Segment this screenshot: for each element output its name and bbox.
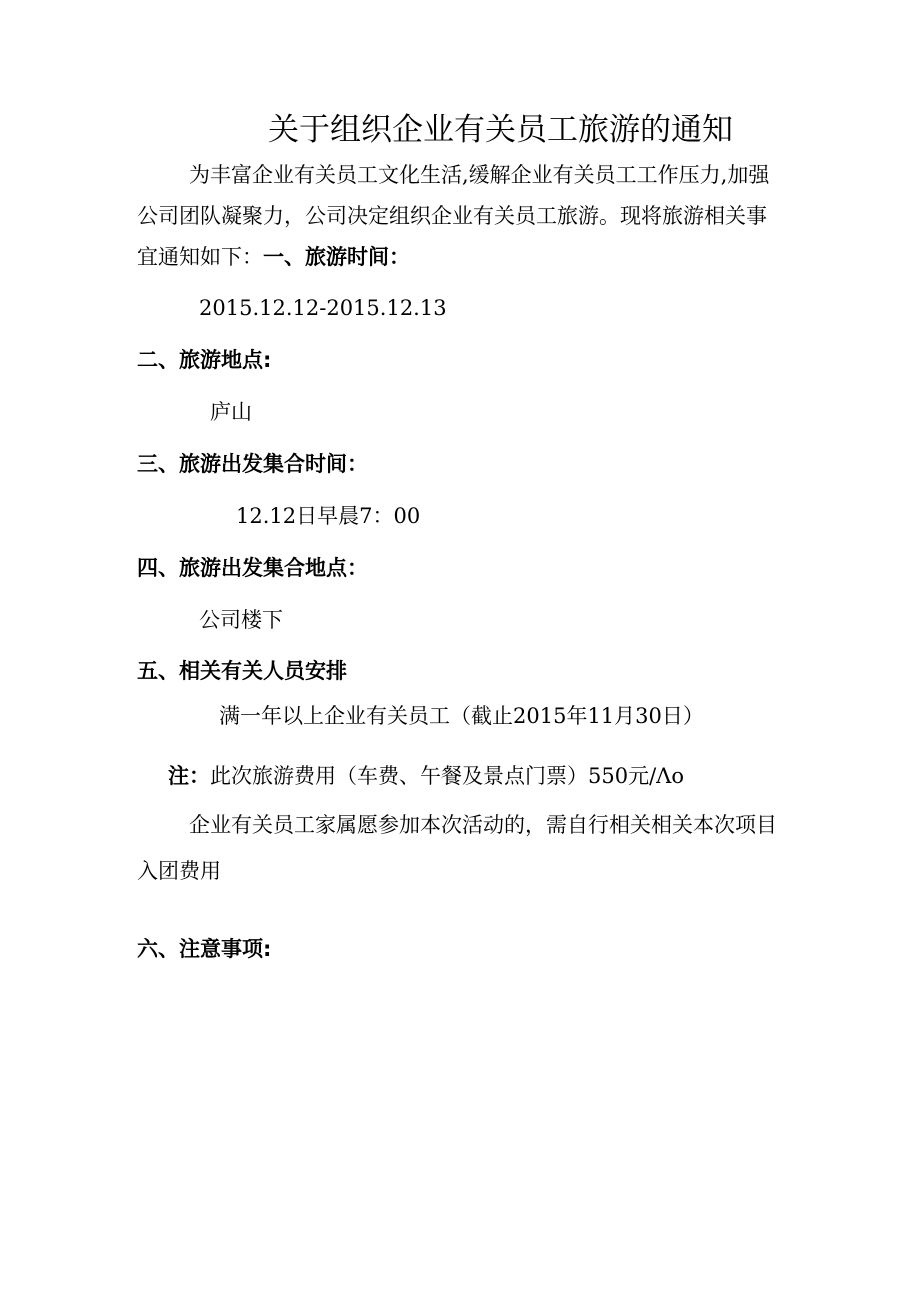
fee-note-text: 此次旅游费用（车费、午餐及景点门票）550元/Λo [210, 764, 684, 788]
document-title: 关于组织企业有关员工旅游的通知 [268, 112, 733, 148]
intro-line-1: 为丰富企业有关员工文化生活,缓解企业有关员工工作压力,加强 [189, 163, 770, 187]
fee-note [168, 761, 684, 791]
intro-line-3-text: 宜通知如下： [137, 245, 263, 269]
section-time-value: 2015.12.12-2015.12.13 [199, 296, 447, 320]
section-place-value: 庐山 [210, 400, 252, 424]
section-notes-heading: 六、注意事项: [137, 937, 272, 961]
section-gather-time-value: 12.12日早晨7：00 [236, 504, 421, 528]
section-personnel-heading: 五、相关有关人员安排 [137, 659, 347, 683]
family-line-1: 企业有关员工家属愿参加本次活动的，需自行相关相关本次项目 [189, 813, 777, 837]
intro-line-3 [137, 242, 410, 272]
fee-note-label: 注： [168, 764, 210, 788]
intro-line-2: 公司团队凝聚力，公司决定组织企业有关员工旅游。现将旅游相关事 [137, 204, 767, 228]
section-personnel-value: 满一年以上企业有关员工（截止2015年11月30日） [219, 704, 704, 728]
family-line-2: 入团费用 [137, 859, 221, 883]
section-gather-place-heading: 四、旅游出发集合地点： [137, 556, 368, 580]
section-place-heading: 二、旅游地点: [137, 348, 272, 372]
section-gather-time-heading: 三、旅游出发集合时间： [137, 452, 368, 476]
section-gather-place-value: 公司楼下 [199, 608, 283, 632]
section-time-heading: 一、旅游时间： [263, 245, 410, 269]
